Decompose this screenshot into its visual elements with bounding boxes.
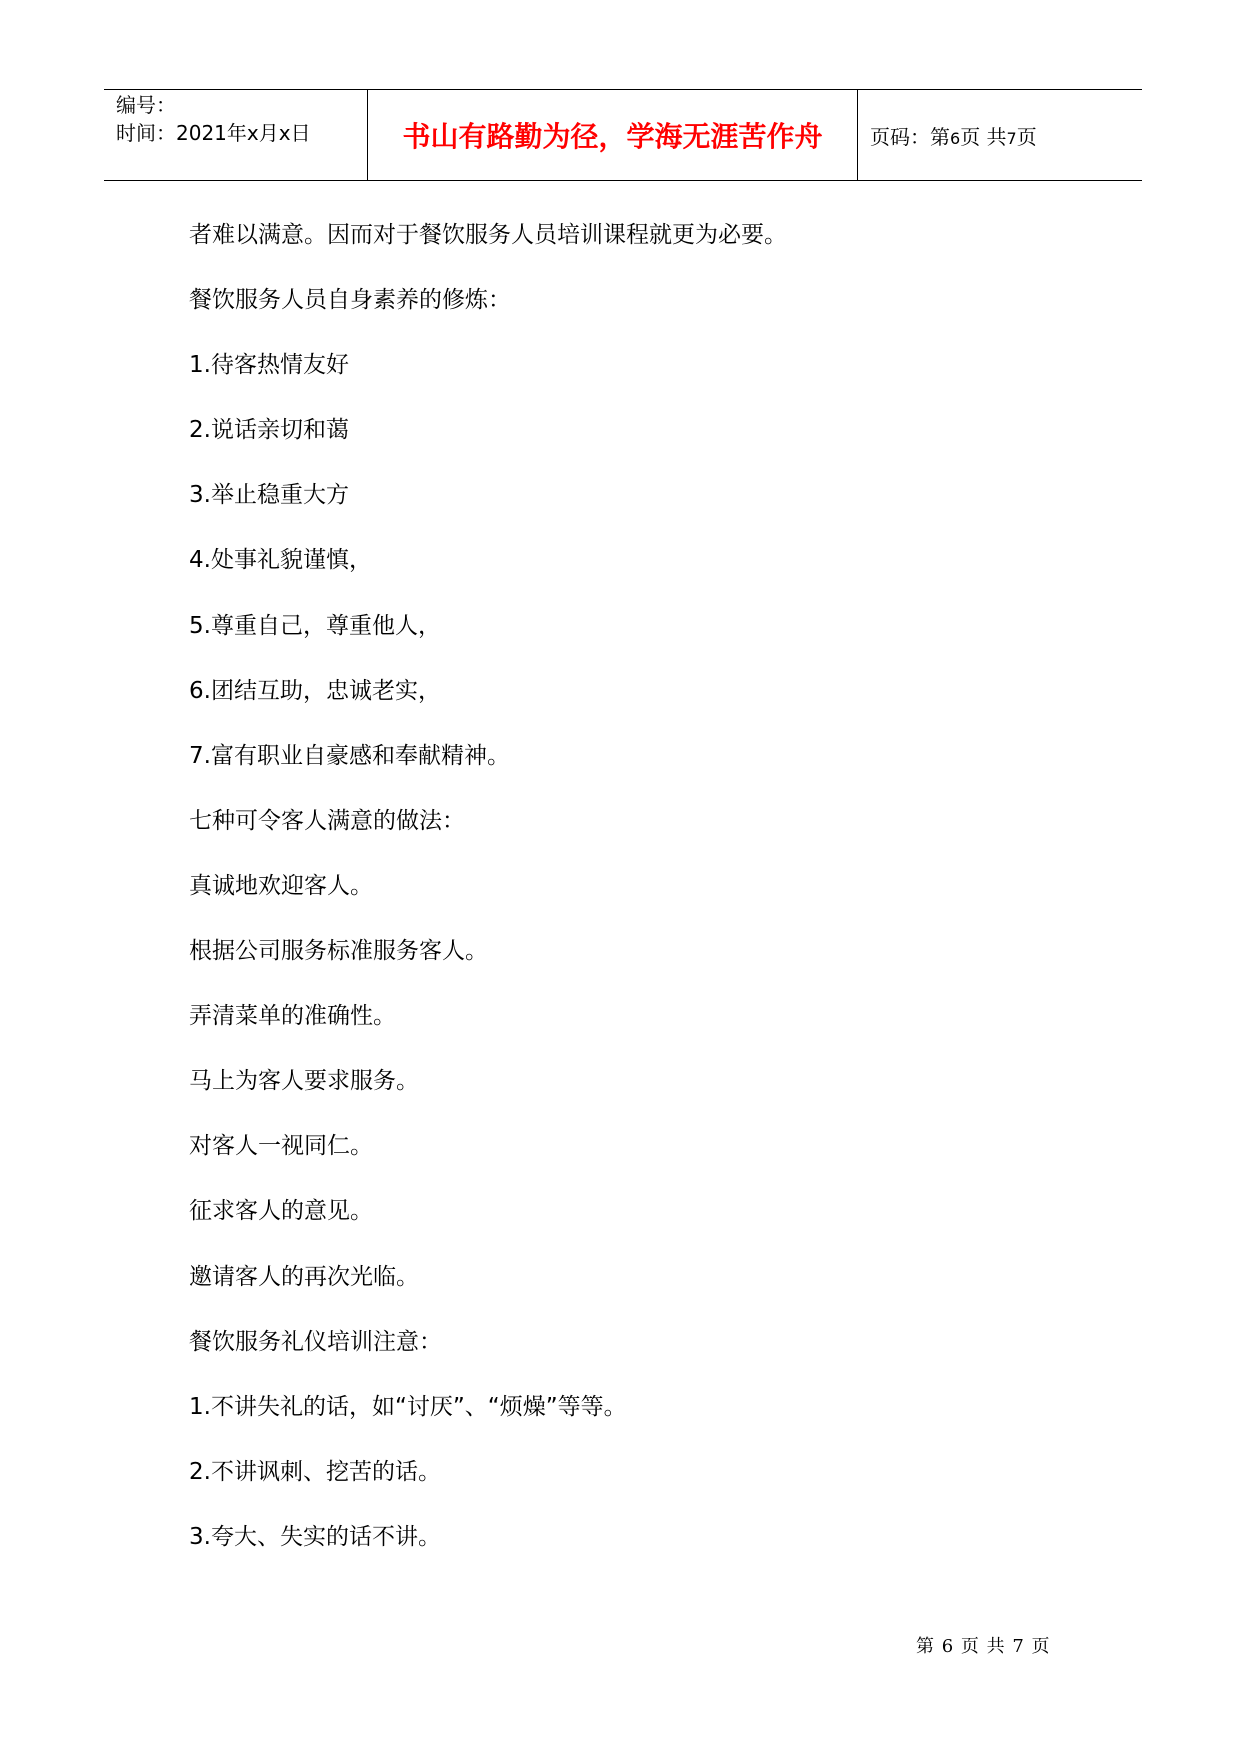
header-motto-cell: [368, 90, 858, 180]
section-heading: 餐饮服务礼仪培训注意：: [189, 1328, 442, 1355]
motto-text: 书山有路勤为径，学海无涯苦作舟: [402, 120, 823, 153]
list-item: 3.举止稳重大方: [189, 482, 349, 509]
page-current: 6: [950, 128, 961, 148]
list-item: 2.不讲讽刺、挖苦的话。: [189, 1458, 441, 1485]
list-item: 4.处事礼貌谨慎，: [189, 547, 372, 574]
list-item: 马上为客人要求服务。: [189, 1068, 419, 1095]
document-body: [189, 222, 1089, 1589]
page-suffix: 页: [1016, 124, 1037, 149]
section-heading: 餐饮服务人员自身素养的修炼：: [189, 287, 511, 314]
list-item: 3.夸大、失实的话不讲。: [189, 1523, 441, 1550]
list-item: 1.待客热情友好: [189, 352, 349, 379]
page-total: 7: [1006, 128, 1017, 148]
page-middle: 页 共: [960, 124, 1007, 149]
footer-page-number: 第 6 页 共 7 页: [916, 1636, 1050, 1657]
document-header: [104, 89, 1142, 181]
header-page-number: [870, 121, 1037, 150]
list-item: 7.富有职业自豪感和奉献精神。: [189, 742, 510, 769]
paragraph: 者难以满意。因而对于餐饮服务人员培训课程就更为必要。: [189, 222, 787, 248]
list-item: 6.团结互助，忠诚老实，: [189, 677, 441, 704]
list-item: 弄清菜单的准确性。: [189, 1003, 396, 1030]
header-meta-cell: [104, 90, 368, 180]
page-prefix: 页码：第: [870, 124, 950, 149]
serial-number-label: 编号：: [116, 93, 176, 117]
date-label: 时间：2021年x月x日: [116, 121, 311, 145]
list-item: 征求客人的意见。: [189, 1198, 373, 1225]
list-item: 1.不讲失礼的话，如“讨厌”、“烦燥”等等。: [189, 1393, 627, 1420]
list-item: 真诚地欢迎客人。: [189, 872, 373, 899]
section-heading: 七种可令客人满意的做法：: [189, 807, 465, 834]
list-item: 根据公司服务标准服务客人。: [189, 938, 488, 965]
list-item: 邀请客人的再次光临。: [189, 1263, 419, 1290]
list-item: 对客人一视同仁。: [189, 1133, 373, 1160]
list-item: 2.说话亲切和蔼: [189, 417, 349, 444]
list-item: 5.尊重自己，尊重他人，: [189, 612, 441, 639]
header-page-cell: [858, 90, 1142, 180]
